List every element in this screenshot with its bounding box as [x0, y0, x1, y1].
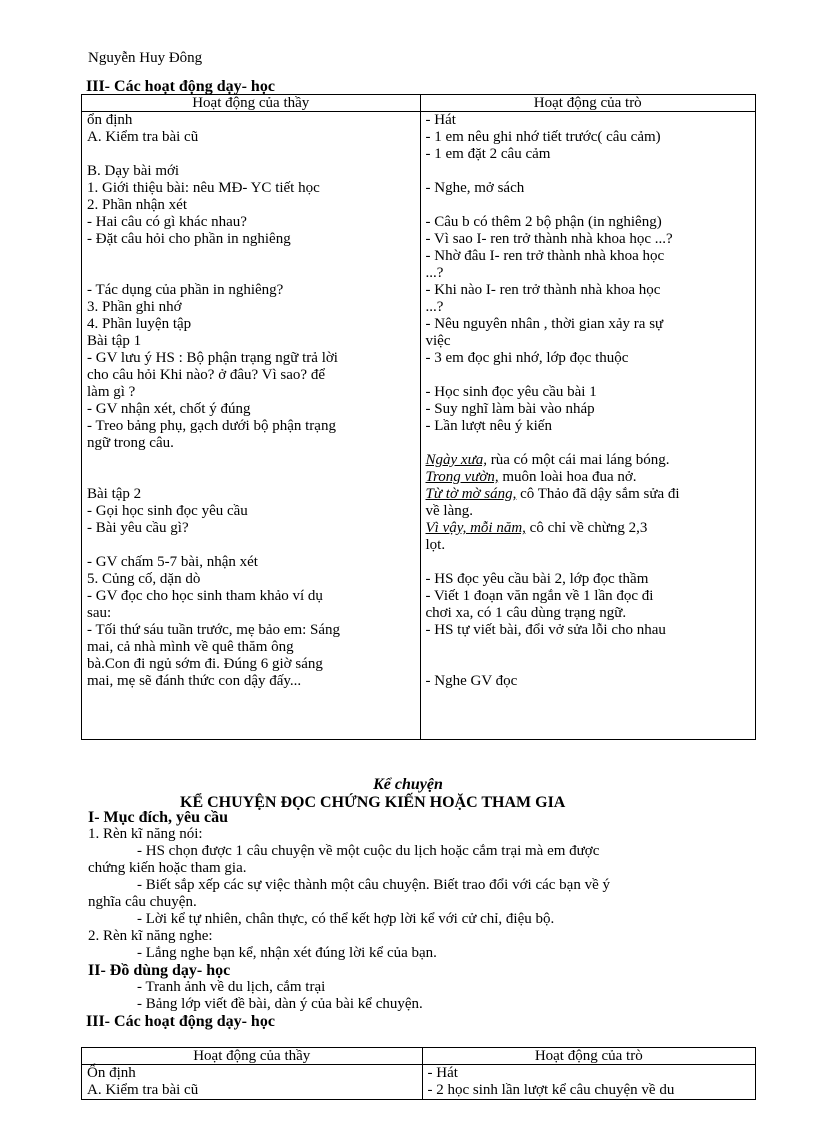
teacher-line: Bài tập 2 — [87, 486, 142, 502]
materials-line: - Bảng lớp viết đề bài, dàn ý của bài kể chuyện. — [137, 996, 423, 1012]
teacher-line: A. Kiểm tra bài cũ — [87, 129, 199, 145]
teacher-line: mai, mẹ sẽ đánh thức con dậy đấy... — [87, 673, 302, 689]
teacher-line: - GV lưu ý HS : Bộ phận trạng ngữ trả lời — [87, 350, 338, 366]
teacher-line: mai, cả nhà mình về quê thăm ông — [87, 639, 294, 655]
section-title-activities: III- Các hoạt động dạy- học — [86, 78, 275, 95]
teacher-line: 1. Giới thiệu bài: nêu MĐ- YC tiết học — [87, 180, 320, 196]
author-name: Nguyễn Huy Đông — [88, 50, 203, 66]
objective-line: - HS chọn được 1 câu chuyện về một cuộc du lịch hoặc cắm trại mà em được — [137, 843, 600, 859]
teacher-line: - Gọi học sinh đọc yêu cầu — [87, 503, 248, 519]
student-activities-cell — [420, 112, 756, 740]
student-line: - Học sinh đọc yêu cầu bài 1 — [425, 384, 597, 400]
student-column-header: Hoạt động của trò — [420, 95, 756, 112]
student-line: việc — [425, 333, 451, 349]
student-line: - 1 em đặt 2 câu cảm — [425, 146, 551, 162]
teacher-line: - Tối thứ sáu tuần trước, mẹ bảo em: Sáng — [87, 622, 341, 638]
student-activities-cell-2 — [422, 1065, 755, 1100]
teacher-line: ngữ trong câu. — [87, 435, 174, 451]
student-line: - Lần lượt nêu ý kiến — [425, 418, 552, 434]
example-sentence — [426, 486, 680, 503]
teacher-line: - Bài yêu cầu gì? — [87, 520, 189, 536]
objective-line: 1. Rèn kĩ năng nói: — [88, 826, 203, 842]
teacher-line: - GV nhận xét, chốt ý đúng — [87, 401, 251, 417]
teacher-line: 4. Phần luyện tập — [87, 316, 192, 332]
student-line: ...? — [425, 265, 444, 281]
example-rest: lọt. — [425, 537, 446, 553]
teacher-line: Bài tập 1 — [87, 333, 142, 349]
example-rest: cô chỉ về chừng 2,3 — [525, 520, 648, 536]
teacher-line: Ổn định — [87, 1065, 136, 1081]
teacher-line: 2. Phần nhận xét — [87, 197, 187, 213]
student-line: - Hát — [425, 112, 456, 128]
teacher-line: - GV chấm 5-7 bài, nhận xét — [87, 554, 258, 570]
teacher-column-header: Hoạt động của thầy — [82, 95, 421, 112]
student-line: - Nghe, mở sách — [425, 180, 525, 196]
teacher-line: - Tác dụng của phần in nghiêng? — [87, 282, 284, 298]
objective-line: chứng kiến hoặc tham gia. — [88, 860, 247, 876]
teacher-line: 5. Củng cố, dặn dò — [87, 571, 201, 587]
student-line: - Câu b có thêm 2 bộ phận (in nghiêng) — [425, 214, 662, 230]
student-line: - 1 em nêu ghi nhớ tiết trước( câu cảm) — [425, 129, 661, 145]
student-line: - Viết 1 đoạn văn ngắn về 1 lần đọc đi — [425, 588, 654, 604]
student-line: - Nêu nguyên nhân , thời gian xảy ra sự — [425, 316, 664, 332]
teacher-column-header-2: Hoạt động của thầy — [82, 1048, 423, 1065]
student-line: ...? — [425, 299, 444, 315]
objective-line: - Lắng nghe bạn kể, nhận xét đúng lời kể của bạn. — [137, 945, 437, 961]
example-rest: rùa có một cái mai láng bóng. — [487, 452, 670, 468]
teacher-line: B. Dạy bài mới — [87, 163, 180, 179]
objective-line: nghĩa câu chuyện. — [88, 894, 197, 910]
objective-line: - Lời kể tự nhiên, chân thực, có thể kết hợp lời kể với cử chỉ, điệu bộ. — [137, 911, 555, 927]
adverbial-phrase: Trong vườn, — [425, 469, 499, 485]
student-line: - HS đọc yêu cầu bài 2, lớp đọc thầm — [425, 571, 649, 587]
teacher-line: - Hai câu có gì khác nhau? — [87, 214, 247, 230]
teacher-activities-cell-2 — [82, 1065, 423, 1100]
story-title: KỂ CHUYỆN ĐỌC CHỨNG KIẾN HOẶC THAM GIA — [180, 794, 566, 811]
example-rest: cô Thảo đã dậy sắm sửa đi — [516, 486, 680, 502]
student-line: - HS tự viết bài, đổi vở sửa lỗi cho nhau — [425, 622, 666, 638]
objective-line: - Biết sắp xếp các sự việc thành một câu chuyện. Biết trao đổi với các bạn về ý — [137, 877, 610, 893]
student-line: - 3 em đọc ghi nhớ, lớp đọc thuộc — [425, 350, 629, 366]
activities-table-2 — [81, 1047, 756, 1100]
materials-line: - Tranh ảnh về du lịch, cắm trại — [137, 979, 326, 995]
section-title-activities-2: III- Các hoạt động dạy- học — [86, 1013, 275, 1030]
teacher-line: - Treo bảng phụ, gạch dưới bộ phận trạng — [87, 418, 336, 434]
teacher-line: 3. Phần ghi nhớ — [87, 299, 182, 315]
example-sentence — [426, 503, 473, 520]
section-title-objectives: I- Mục đích, yêu cầu — [88, 809, 228, 826]
section-title-materials: II- Đồ dùng dạy- học — [88, 962, 231, 979]
teacher-line: sau: — [87, 605, 112, 621]
example-sentence — [426, 537, 446, 554]
teacher-line: ổn định — [87, 112, 133, 128]
adverbial-phrase: Ngày xưa, — [425, 452, 488, 468]
student-line: - Khi nào I- ren trở thành nhà khoa học — [425, 282, 661, 298]
student-line: - Suy nghĩ làm bài vào nháp — [425, 401, 595, 417]
student-line: - Hát — [427, 1065, 458, 1081]
story-subject: Kể chuyện — [373, 776, 443, 793]
teacher-line: - GV đọc cho học sinh tham khảo ví dụ — [87, 588, 323, 604]
example-sentence — [426, 452, 670, 469]
example-rest: muôn loài hoa đua nở. — [498, 469, 637, 485]
example-rest: về làng. — [425, 503, 473, 519]
teacher-line: làm gì ? — [87, 384, 136, 400]
example-sentence — [426, 469, 637, 486]
student-line: - Vì sao I- ren trở thành nhà khoa học ...? — [425, 231, 673, 247]
teacher-line: - Đặt câu hỏi cho phần in nghiêng — [87, 231, 291, 247]
teacher-line: cho câu hỏi Khi nào? ở đâu? Vì sao? để — [87, 367, 325, 383]
adverbial-phrase: Vì vậy, mỗi năm, — [425, 520, 526, 536]
student-line: - Nhờ đâu I- ren trở thành nhà khoa học — [425, 248, 665, 264]
student-line: - 2 học sinh lần lượt kể câu chuyện về du — [427, 1082, 675, 1098]
teacher-line: bà.Con đi ngủ sớm đi. Đúng 6 giờ sáng — [87, 656, 323, 672]
teacher-activities-cell — [82, 112, 421, 740]
example-sentence — [426, 520, 648, 537]
objective-line: 2. Rèn kĩ năng nghe: — [88, 928, 213, 944]
student-column-header-2: Hoạt động của trò — [422, 1048, 755, 1065]
activities-table — [81, 94, 756, 740]
student-line: - Nghe GV đọc — [425, 673, 518, 689]
student-line: chơi xa, có 1 câu dùng trạng ngữ. — [425, 605, 627, 621]
adverbial-phrase: Từ tờ mờ sáng, — [425, 486, 517, 502]
teacher-line: A. Kiểm tra bài cũ — [87, 1082, 199, 1098]
